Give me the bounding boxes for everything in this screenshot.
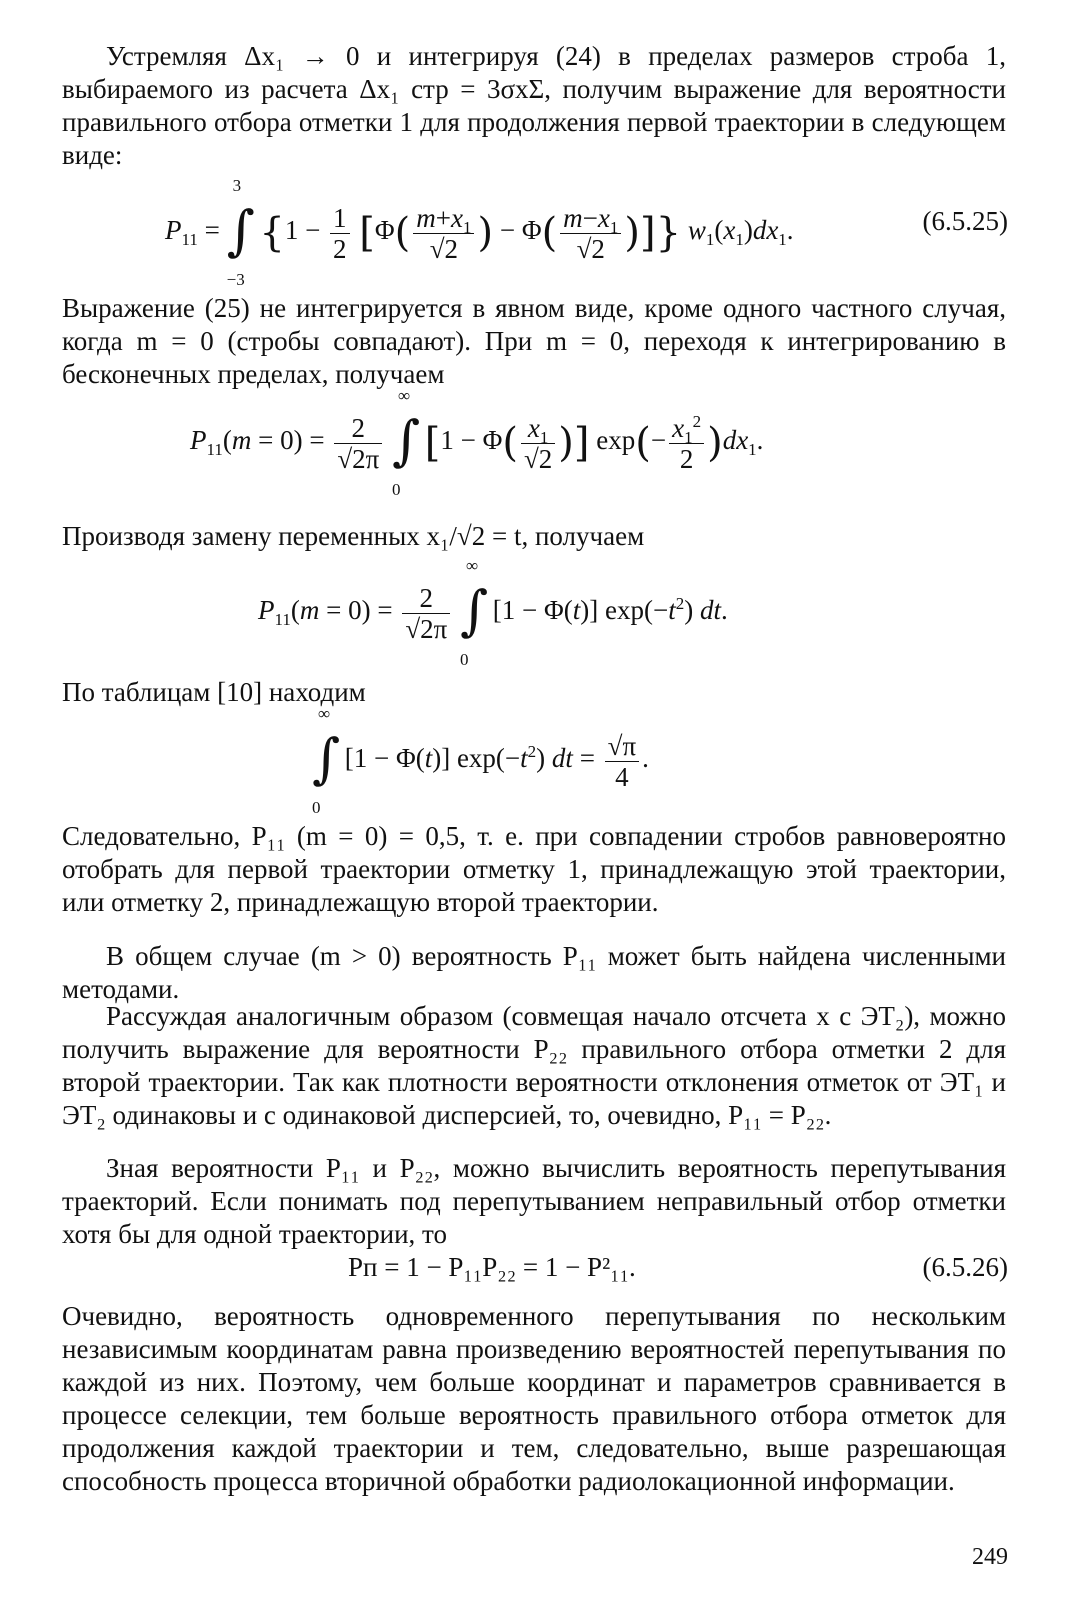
equation-6-5-26: Pп = 1 − P₁₁P₂₂ = 1 − P²₁₁.	[348, 1252, 636, 1282]
paragraph-6: В общем случае (m > 0) вероятность P₁₁ может быть найдена численными методами.	[62, 941, 1006, 1004]
paragraph-8: Зная вероятности P₁₁ и P₂₂, можно вычислить вероятность перепутывания траекторий. Если понимать под перепутыванием неправильный отбор отметки хотя бы для одной траектории, то	[62, 1153, 1006, 1249]
paragraph-1: Устремляя Δx₁ → 0 и интегрируя (24) в пределах размеров строба 1, выбираемого из расчета Δx₁ стр = 3σxΣ, получим выражение для вероятности правильного отбора отметки 1 для продолжения первой траектории в следующем виде:	[62, 41, 1006, 170]
paragraph-9: Очевидно, вероятность одновременного перепутывания по нескольким независимым координатам равна произведению вероятностей перепутывания по каждой из них. Поэтому, чем больше координат и параметров сравнивается в процессе селекции, тем больше вероятность правильного отбора отметок для продолжения каждой траектории и тем, следовательно, выше разрешающая способность процесса вторичной обработки радиолокационной информации.	[62, 1301, 1006, 1496]
equation-6-5-25: $P_{11}$ = ∫ 3 −3 {1 − $\frac{1}{2}$ [Φ( $\frac{m+x_1}{√2}$ ) − Φ( $\frac{m-x_1}{√2}$ )]} $w_1(x_1)dx_1$.	[165, 176, 794, 289]
equation-number-26: (6.5.26)	[922, 1252, 1008, 1282]
equation-number-25: (6.5.25)	[922, 206, 1008, 236]
paragraph-3: Производя замену переменных x₁/√2 = t, получаем	[62, 521, 645, 551]
paragraph-4: По таблицам [10] находим	[62, 677, 366, 707]
paragraph-2: Выражение (25) не интегрируется в явном виде, кроме одного частного случая, когда m = 0 (стробы совпадают). При m = 0, переходя к интегрированию в бесконечных пределах, получаем	[62, 293, 1006, 389]
paragraph-7: Рассуждая аналогичным образом (совмещая начало отсчета x с ЭТ₂), можно получить выражение для вероятности P₂₂ правильного отбора отметки 2 для второй траектории. Так как плотности вероятности отклонения отметок от ЭТ₁ и ЭТ₂ одинаковы и с одинаковой дисперсией, то, очевидно, P₁₁ = P₂₂.	[62, 1001, 1006, 1130]
paragraph-5: Следовательно, P₁₁ (m = 0) = 0,5, т. е. при совпадении стробов равновероятно отобрать для первой траектории отметку 1, принадлежащую этой траектории, или отметку 2, принадлежащую второй траектории.	[62, 821, 1006, 917]
equation-table-integral: ∫ ∞ 0 [1 − Φ(t)] $\exp(-t^2)$ dt = $\frac{√\pi}{4}$ .	[312, 704, 649, 817]
equation-p11-substituted: $P_{11}(m = 0)$ = $\frac{2}{√2\pi}$ ∫ ∞ 0 [1 − Φ(t)] $\exp(-t^2)$ dt.	[258, 556, 728, 669]
equation-p11-infinite: $P_{11}(m = 0)$ = $\frac{2}{√2\pi}$ ∫ ∞ 0 [1 − Φ( $\frac{x_1}{√2}$ )] exp(− $\frac{x_1^2}{2}$ )$dx_1$.	[190, 386, 764, 499]
page-number: 249	[972, 1544, 1008, 1570]
